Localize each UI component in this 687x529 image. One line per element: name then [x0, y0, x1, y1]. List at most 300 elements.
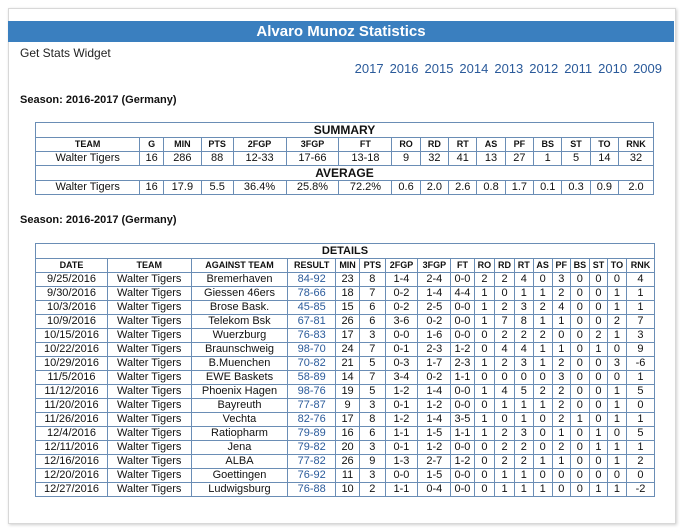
- table-cell: 0: [474, 483, 494, 497]
- table-cell: 4: [552, 301, 570, 315]
- table-cell: 0-2: [385, 301, 418, 315]
- details-table: [35, 243, 655, 497]
- table-cell: 2-3: [451, 357, 474, 371]
- table-cell: 0: [607, 273, 626, 287]
- table-cell: Phoenix Hagen: [191, 385, 288, 399]
- summary-cell: 12-33: [233, 152, 286, 166]
- table-cell: 1: [589, 483, 607, 497]
- table-cell: 2: [552, 385, 570, 399]
- table-cell: Jena: [191, 441, 288, 455]
- average-cell: 0.9: [590, 181, 618, 195]
- average-cell: 2.0: [420, 181, 448, 195]
- table-cell: 0: [533, 371, 552, 385]
- details-title: DETAILS: [36, 244, 655, 259]
- table-cell: 0: [607, 343, 626, 357]
- table-cell: 2: [533, 329, 552, 343]
- table-cell: 11/20/2016: [36, 399, 108, 413]
- game-result-link[interactable]: 98-76: [288, 385, 336, 399]
- table-cell: 18: [335, 287, 359, 301]
- year-link-2010[interactable]: 2010: [598, 61, 628, 76]
- table-cell: 17: [335, 413, 359, 427]
- game-result-link[interactable]: 58-89: [288, 371, 336, 385]
- table-cell: 1-4: [385, 273, 418, 287]
- table-cell: 1: [626, 413, 654, 427]
- table-cell: 0-4: [418, 483, 451, 497]
- summary-row: [36, 152, 654, 166]
- table-cell: 1-2: [418, 399, 451, 413]
- average-cell: 2.0: [619, 181, 654, 195]
- average-cell: 72.2%: [339, 181, 392, 195]
- table-row: [36, 301, 655, 315]
- table-cell: 0: [533, 413, 552, 427]
- table-cell: 10/3/2016: [36, 301, 108, 315]
- summary-cell: 41: [449, 152, 477, 166]
- year-link-2014[interactable]: 2014: [459, 61, 489, 76]
- table-cell: 3: [514, 427, 533, 441]
- table-cell: 2: [552, 413, 570, 427]
- table-cell: 1: [589, 427, 607, 441]
- summary-header: MIN: [163, 138, 201, 152]
- table-cell: 10/29/2016: [36, 357, 108, 371]
- table-row: [36, 385, 655, 399]
- table-cell: 1: [495, 399, 515, 413]
- details-header: PTS: [360, 259, 385, 273]
- average-cell: 1.7: [505, 181, 533, 195]
- average-title: AVERAGE: [36, 166, 654, 181]
- table-cell: 3: [552, 273, 570, 287]
- table-cell: 1: [589, 343, 607, 357]
- table-cell: 0: [570, 427, 589, 441]
- table-cell: 0-0: [451, 469, 474, 483]
- table-cell: 1: [607, 441, 626, 455]
- details-header: AGAINST TEAM: [191, 259, 288, 273]
- table-cell: 0: [626, 399, 654, 413]
- table-cell: 0: [474, 441, 494, 455]
- summary-header: PF: [505, 138, 533, 152]
- average-cell: Walter Tigers: [36, 181, 140, 195]
- table-cell: 9: [626, 343, 654, 357]
- table-cell: 2: [552, 287, 570, 301]
- game-result-link[interactable]: 98-70: [288, 343, 336, 357]
- table-cell: 0: [533, 427, 552, 441]
- table-cell: 12/11/2016: [36, 441, 108, 455]
- table-cell: 12/20/2016: [36, 469, 108, 483]
- table-cell: EWE Baskets: [191, 371, 288, 385]
- summary-header: G: [140, 138, 164, 152]
- table-cell: 0: [533, 441, 552, 455]
- table-cell: Walter Tigers: [107, 343, 191, 357]
- season-label-summary: Season: 2016-2017 (Germany): [20, 94, 177, 106]
- table-cell: 0: [570, 441, 589, 455]
- game-result-link[interactable]: 84-92: [288, 273, 336, 287]
- table-cell: 1: [607, 483, 626, 497]
- details-header: BS: [570, 259, 589, 273]
- table-cell: 1: [607, 455, 626, 469]
- summary-header: PTS: [201, 138, 233, 152]
- table-row: [36, 273, 655, 287]
- table-cell: 0: [626, 469, 654, 483]
- average-cell: 2.6: [449, 181, 477, 195]
- table-cell: Walter Tigers: [107, 273, 191, 287]
- summary-cell: 1: [534, 152, 562, 166]
- table-cell: 0: [607, 371, 626, 385]
- summary-cell: 5: [562, 152, 590, 166]
- table-cell: 1: [474, 413, 494, 427]
- table-cell: 23: [335, 273, 359, 287]
- table-cell: 1-3: [385, 455, 418, 469]
- summary-cell: 32: [619, 152, 654, 166]
- table-row: [36, 469, 655, 483]
- table-cell: 0: [570, 399, 589, 413]
- details-header: MIN: [335, 259, 359, 273]
- summary-table: [35, 122, 654, 195]
- table-cell: 0: [570, 483, 589, 497]
- table-cell: 0: [589, 455, 607, 469]
- game-result-link[interactable]: 67-81: [288, 315, 336, 329]
- table-cell: 0: [495, 371, 515, 385]
- table-cell: Ludwigsburg: [191, 483, 288, 497]
- table-cell: 11: [335, 469, 359, 483]
- table-cell: B.Muenchen: [191, 357, 288, 371]
- table-cell: Walter Tigers: [107, 385, 191, 399]
- table-cell: 1-2: [385, 385, 418, 399]
- table-cell: 4: [626, 273, 654, 287]
- table-cell: 0-3: [385, 357, 418, 371]
- game-result-link[interactable]: 79-82: [288, 441, 336, 455]
- table-cell: 0: [474, 469, 494, 483]
- table-cell: Walter Tigers: [107, 287, 191, 301]
- table-cell: 2: [589, 329, 607, 343]
- table-cell: 1-2: [451, 455, 474, 469]
- details-header: 2FGP: [385, 259, 418, 273]
- table-cell: 2-3: [418, 343, 451, 357]
- table-cell: 1: [607, 399, 626, 413]
- game-result-link[interactable]: 78-66: [288, 287, 336, 301]
- table-cell: 4: [495, 343, 515, 357]
- summary-header: TO: [590, 138, 618, 152]
- table-cell: 2: [495, 329, 515, 343]
- year-link-2015[interactable]: 2015: [424, 61, 454, 76]
- table-cell: Walter Tigers: [107, 483, 191, 497]
- table-cell: 1-5: [418, 427, 451, 441]
- table-row: [36, 455, 655, 469]
- table-cell: 1: [552, 343, 570, 357]
- table-cell: 3: [360, 329, 385, 343]
- table-cell: 4: [514, 273, 533, 287]
- table-row: [36, 399, 655, 413]
- table-cell: 2: [607, 315, 626, 329]
- summary-cell: 14: [590, 152, 618, 166]
- details-header: RNK: [626, 259, 654, 273]
- table-cell: 20: [335, 441, 359, 455]
- table-cell: 1-1: [451, 371, 474, 385]
- page-title: Alvaro Munoz Statistics: [8, 21, 674, 42]
- table-row: [36, 413, 655, 427]
- summary-header: BS: [534, 138, 562, 152]
- table-cell: 0-0: [451, 273, 474, 287]
- game-result-link[interactable]: 82-76: [288, 413, 336, 427]
- table-cell: 1: [533, 483, 552, 497]
- year-link-2011[interactable]: 2011: [564, 61, 593, 76]
- game-result-link[interactable]: 76-83: [288, 329, 336, 343]
- table-cell: Walter Tigers: [107, 469, 191, 483]
- table-cell: 0: [570, 273, 589, 287]
- table-cell: 0: [495, 413, 515, 427]
- year-link-2017[interactable]: 2017: [354, 61, 384, 76]
- table-cell: 3-5: [451, 413, 474, 427]
- summary-cell: 32: [420, 152, 448, 166]
- season-year-links: [349, 61, 662, 76]
- table-cell: 1: [626, 301, 654, 315]
- table-cell: 5: [514, 385, 533, 399]
- table-cell: 1: [533, 343, 552, 357]
- details-header: RT: [514, 259, 533, 273]
- table-cell: 9: [360, 455, 385, 469]
- table-cell: 0: [570, 371, 589, 385]
- table-cell: 0-1: [385, 399, 418, 413]
- table-cell: 3: [607, 357, 626, 371]
- table-cell: 0: [589, 357, 607, 371]
- table-cell: 0: [589, 273, 607, 287]
- table-cell: 11/12/2016: [36, 385, 108, 399]
- table-cell: 0: [570, 287, 589, 301]
- summary-cell: 27: [505, 152, 533, 166]
- table-cell: 1: [474, 385, 494, 399]
- summary-header: RD: [420, 138, 448, 152]
- average-row: [36, 181, 654, 195]
- table-cell: 0: [474, 455, 494, 469]
- table-cell: 5: [360, 357, 385, 371]
- table-cell: 10/22/2016: [36, 343, 108, 357]
- season-label-details: Season: 2016-2017 (Germany): [20, 214, 177, 226]
- table-cell: 0: [607, 469, 626, 483]
- details-header: ST: [589, 259, 607, 273]
- table-cell: 1: [474, 315, 494, 329]
- summary-header: RNK: [619, 138, 654, 152]
- average-cell: 5.5: [201, 181, 233, 195]
- table-cell: 0: [589, 371, 607, 385]
- table-row: [36, 315, 655, 329]
- details-header: TEAM: [107, 259, 191, 273]
- table-cell: 2: [495, 301, 515, 315]
- table-cell: 0-0: [385, 469, 418, 483]
- table-cell: 2: [552, 441, 570, 455]
- summary-cell: 286: [163, 152, 201, 166]
- table-cell: 5: [626, 385, 654, 399]
- table-cell: 2: [514, 329, 533, 343]
- table-cell: 1-1: [385, 483, 418, 497]
- table-cell: 8: [360, 273, 385, 287]
- table-cell: 3: [360, 399, 385, 413]
- year-link-2013[interactable]: 2013: [494, 61, 524, 76]
- get-stats-widget-link[interactable]: Get Stats Widget: [20, 46, 111, 60]
- table-cell: 0: [570, 315, 589, 329]
- table-cell: 0: [495, 287, 515, 301]
- table-cell: 0: [589, 301, 607, 315]
- table-cell: 6: [360, 427, 385, 441]
- table-cell: 1-1: [451, 427, 474, 441]
- game-result-link[interactable]: 79-89: [288, 427, 336, 441]
- table-cell: 0: [552, 469, 570, 483]
- table-cell: 1-2: [385, 413, 418, 427]
- summary-cell: Walter Tigers: [36, 152, 140, 166]
- summary-cell: 13: [477, 152, 505, 166]
- table-cell: 4-4: [451, 287, 474, 301]
- table-cell: 1: [533, 315, 552, 329]
- summary-header: 2FGP: [233, 138, 286, 152]
- table-cell: 0: [552, 329, 570, 343]
- table-cell: Walter Tigers: [107, 329, 191, 343]
- table-cell: -6: [626, 357, 654, 371]
- year-link-2016[interactable]: 2016: [389, 61, 419, 76]
- table-cell: 0: [570, 385, 589, 399]
- table-row: [36, 371, 655, 385]
- table-cell: 1: [474, 427, 494, 441]
- table-cell: 2: [514, 455, 533, 469]
- table-cell: 1: [607, 301, 626, 315]
- average-cell: 16: [140, 181, 164, 195]
- year-link-2009[interactable]: 2009: [633, 61, 662, 76]
- table-cell: 12/4/2016: [36, 427, 108, 441]
- table-cell: 0: [589, 287, 607, 301]
- table-cell: 0: [570, 357, 589, 371]
- table-cell: 1: [495, 483, 515, 497]
- year-link-2012[interactable]: 2012: [529, 61, 559, 76]
- table-cell: 6: [360, 301, 385, 315]
- average-cell: 0.8: [477, 181, 505, 195]
- details-header: TO: [607, 259, 626, 273]
- table-cell: 1-1: [385, 427, 418, 441]
- details-header: 3FGP: [418, 259, 451, 273]
- table-cell: 0: [589, 399, 607, 413]
- table-cell: 1-4: [418, 385, 451, 399]
- table-cell: 10/15/2016: [36, 329, 108, 343]
- table-cell: Walter Tigers: [107, 427, 191, 441]
- table-cell: 10: [335, 483, 359, 497]
- table-cell: 1: [474, 357, 494, 371]
- game-result-link[interactable]: 77-82: [288, 455, 336, 469]
- table-cell: 0: [570, 469, 589, 483]
- table-cell: 1-7: [418, 357, 451, 371]
- table-cell: 2: [495, 427, 515, 441]
- table-cell: 0-2: [385, 287, 418, 301]
- table-cell: 0: [589, 385, 607, 399]
- table-cell: 2: [552, 399, 570, 413]
- table-cell: 10/9/2016: [36, 315, 108, 329]
- table-cell: 9/30/2016: [36, 287, 108, 301]
- table-cell: 1: [474, 301, 494, 315]
- table-cell: 26: [335, 315, 359, 329]
- table-cell: 0: [474, 399, 494, 413]
- table-cell: 1: [626, 371, 654, 385]
- table-cell: 0: [570, 343, 589, 357]
- table-row: [36, 427, 655, 441]
- table-cell: Brose Bask.: [191, 301, 288, 315]
- table-cell: 7: [360, 343, 385, 357]
- table-cell: Walter Tigers: [107, 357, 191, 371]
- table-cell: 1-2: [418, 441, 451, 455]
- table-cell: 0: [589, 315, 607, 329]
- summary-cell: 17-66: [286, 152, 339, 166]
- table-cell: 0-0: [451, 315, 474, 329]
- table-cell: Walter Tigers: [107, 301, 191, 315]
- table-cell: Walter Tigers: [107, 413, 191, 427]
- table-cell: Braunschweig: [191, 343, 288, 357]
- table-cell: 0-0: [451, 483, 474, 497]
- table-cell: 3: [360, 441, 385, 455]
- game-result-link[interactable]: 76-92: [288, 469, 336, 483]
- game-result-link[interactable]: 70-82: [288, 357, 336, 371]
- average-cell: 0.3: [562, 181, 590, 195]
- table-cell: 2: [495, 441, 515, 455]
- table-cell: 5: [360, 385, 385, 399]
- table-cell: 1: [533, 399, 552, 413]
- table-cell: 9: [335, 399, 359, 413]
- game-result-link[interactable]: 45-85: [288, 301, 336, 315]
- table-cell: 1: [533, 455, 552, 469]
- table-cell: 8: [514, 315, 533, 329]
- table-cell: 2-5: [418, 301, 451, 315]
- table-cell: 2: [474, 273, 494, 287]
- table-row: [36, 343, 655, 357]
- table-cell: 1-4: [418, 287, 451, 301]
- game-result-link[interactable]: 76-88: [288, 483, 336, 497]
- table-cell: Walter Tigers: [107, 399, 191, 413]
- summary-cell: 16: [140, 152, 164, 166]
- table-cell: Bayreuth: [191, 399, 288, 413]
- table-cell: 17: [335, 329, 359, 343]
- summary-header: FT: [339, 138, 392, 152]
- table-cell: 21: [335, 357, 359, 371]
- table-row: [36, 483, 655, 497]
- table-cell: 2: [360, 483, 385, 497]
- table-cell: 3: [552, 371, 570, 385]
- table-cell: 1: [607, 385, 626, 399]
- table-cell: 0: [552, 483, 570, 497]
- table-cell: 1: [474, 287, 494, 301]
- table-cell: 0-1: [385, 343, 418, 357]
- table-cell: 1-5: [418, 469, 451, 483]
- table-cell: 1-6: [418, 329, 451, 343]
- table-cell: 7: [360, 287, 385, 301]
- average-cell: 0.1: [534, 181, 562, 195]
- details-header: RESULT: [288, 259, 336, 273]
- table-cell: 0-0: [451, 399, 474, 413]
- table-cell: 15: [335, 301, 359, 315]
- summary-cell: 13-18: [339, 152, 392, 166]
- table-cell: 0-0: [451, 329, 474, 343]
- table-cell: Bremerhaven: [191, 273, 288, 287]
- table-cell: 12/27/2016: [36, 483, 108, 497]
- table-cell: 1: [514, 469, 533, 483]
- table-cell: 7: [626, 315, 654, 329]
- table-cell: 1-2: [451, 343, 474, 357]
- table-row: [36, 357, 655, 371]
- table-cell: 4: [495, 385, 515, 399]
- table-cell: 0: [514, 371, 533, 385]
- game-result-link[interactable]: 77-87: [288, 399, 336, 413]
- table-cell: 2: [495, 273, 515, 287]
- table-cell: 0: [589, 413, 607, 427]
- table-cell: Walter Tigers: [107, 455, 191, 469]
- table-cell: Walter Tigers: [107, 371, 191, 385]
- table-cell: 1: [607, 287, 626, 301]
- table-cell: 3: [514, 357, 533, 371]
- table-cell: 19: [335, 385, 359, 399]
- table-cell: 1: [626, 441, 654, 455]
- summary-header: RO: [392, 138, 420, 152]
- table-cell: 2: [533, 301, 552, 315]
